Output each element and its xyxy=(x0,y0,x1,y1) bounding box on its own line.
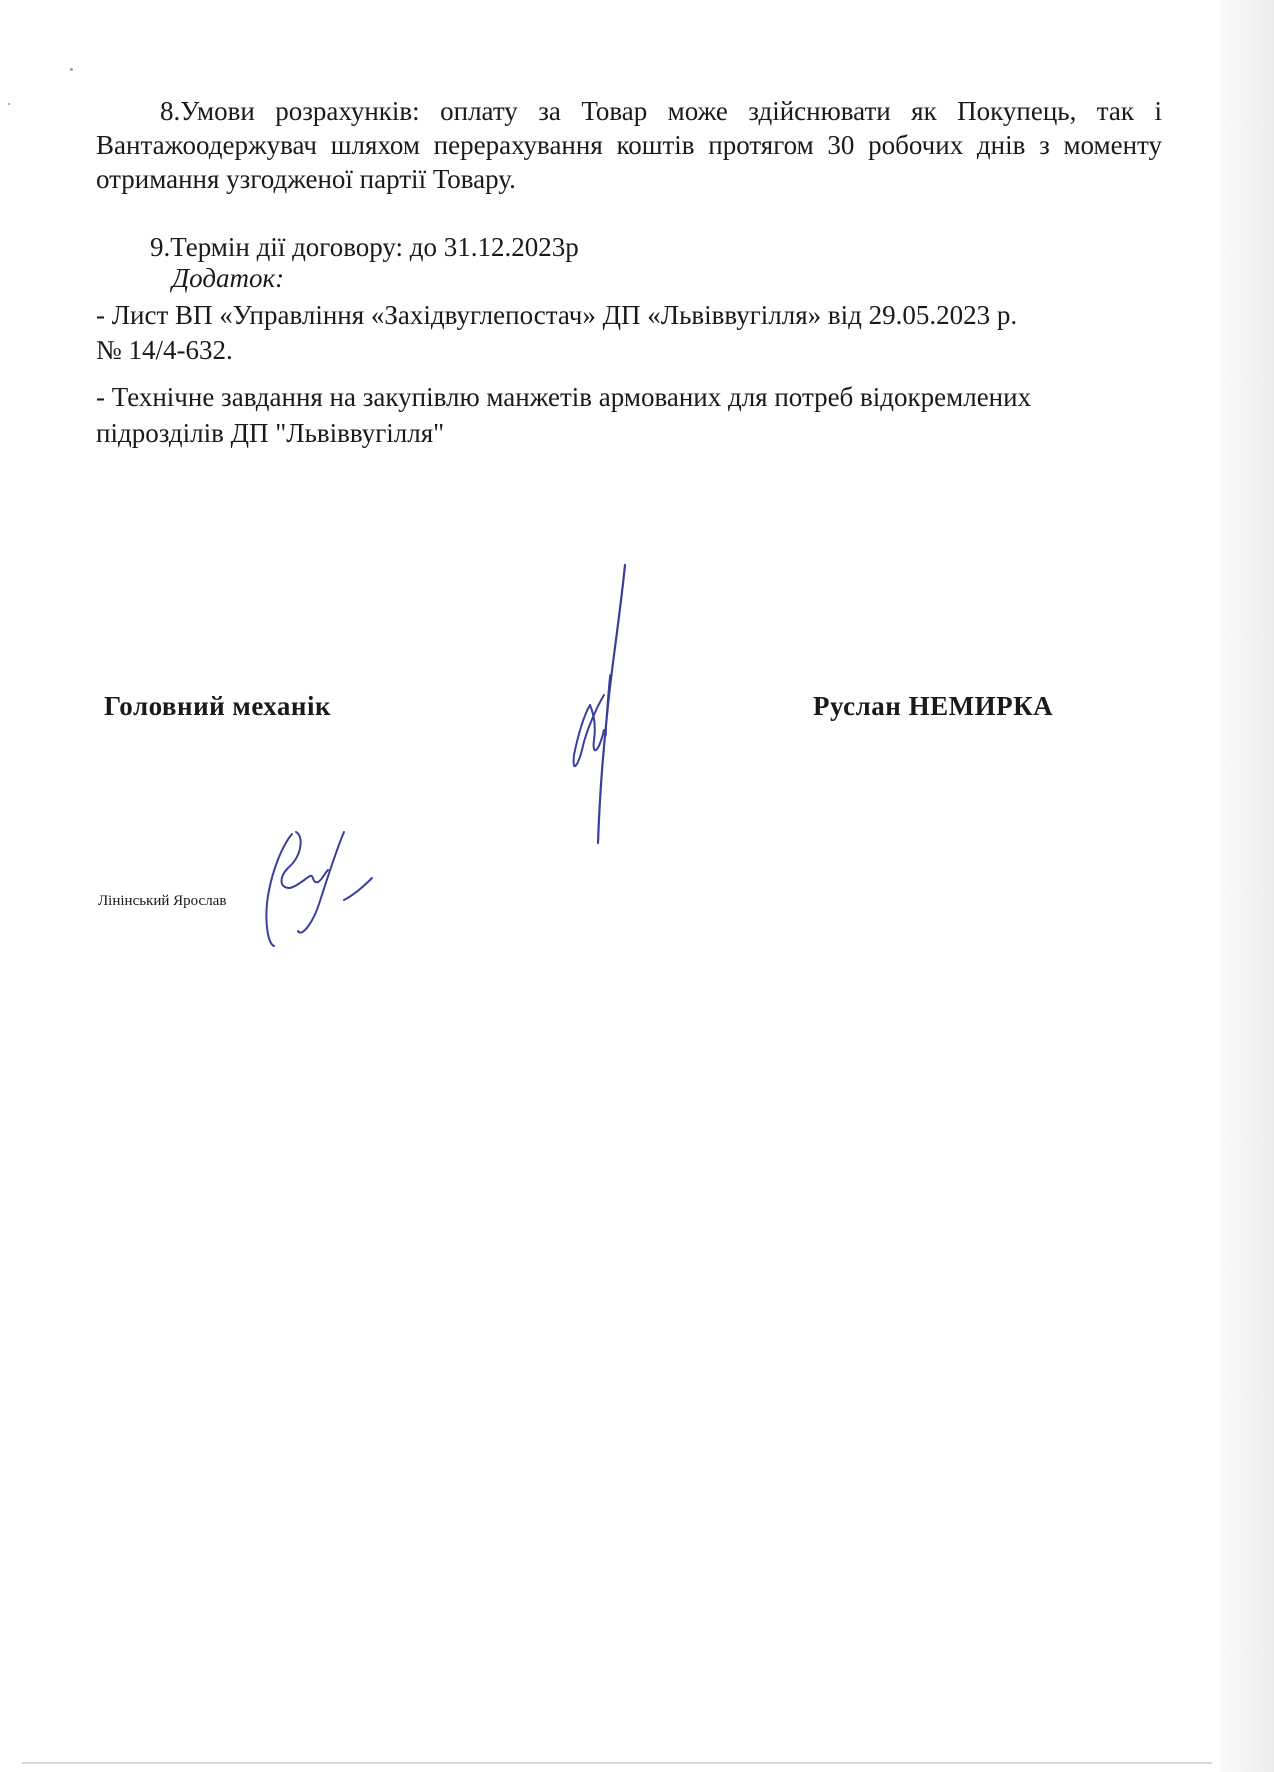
signatory-name: Руслан НЕМИРКА xyxy=(813,691,1054,721)
appendix-item-technical-task-cont: підрозділів ДП "Львіввугілля" xyxy=(96,418,445,448)
handwritten-signature-executor xyxy=(262,826,378,951)
executor-name: Лінінський Ярослав xyxy=(98,893,227,909)
scan-shadow-edge xyxy=(1220,0,1274,1772)
scan-bottom-line xyxy=(22,1762,1212,1764)
appendix-item-letter: - Лист ВП «Управління «Західвуглепостач» ДП «Львіввугілля» від 29.05.2023 р. xyxy=(96,300,1018,330)
scan-speck xyxy=(8,103,10,105)
signatory-position: Головний механік xyxy=(104,691,332,721)
handwritten-signature-main xyxy=(560,555,660,855)
appendix-item-letter-number: № 14/4-632. xyxy=(96,335,233,365)
scan-speck xyxy=(70,68,73,71)
appendix-heading: Додаток: xyxy=(172,263,285,293)
clause-9-term: 9.Термін дії договору: до 31.12.2023р xyxy=(150,232,579,262)
clause-8-payment-terms xyxy=(96,94,1162,196)
appendix-item-technical-task: - Технічне завдання на закупівлю манжетів армованих для потреб відокремлених xyxy=(96,382,1032,412)
clause-8-text: 8.Умови розрахунків: оплату за Товар може здійснювати як Покупець, так і Вантажоодержувач шляхом перерахування коштів протягом 30 робочих днів з моменту отримання узгодженої партії Товару. xyxy=(96,96,1162,194)
